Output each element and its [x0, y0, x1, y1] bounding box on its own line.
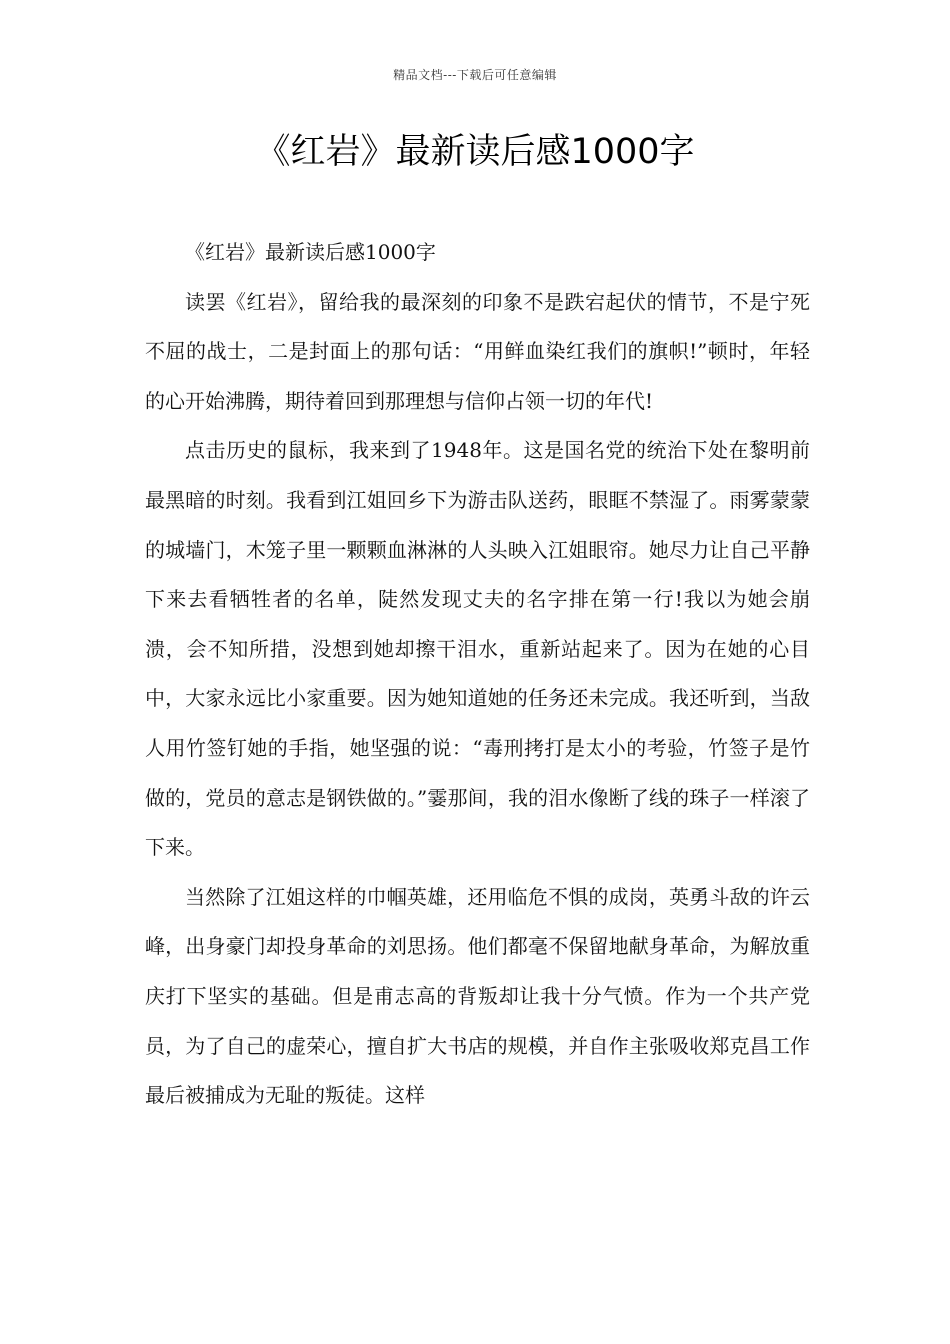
paragraph: 读罢《红岩》，留给我的最深刻的印象不是跌宕起伏的情节，不是宁死不屈的战士，二是封面上的那句话：“用鲜血染红我们的旗帜!”顿时，年轻的心开始沸腾，期待着回到那理想与信仰占领一切的年代!	[145, 289, 810, 413]
paragraph: 当然除了江姐这样的巾帼英雄，还用临危不惧的成岗，英勇斗敌的许云峰，出身豪门却投身革命的刘思扬。他们都毫不保留地献身革命，为解放重庆打下坚实的基础。但是甫志高的背叛却让我十分气愤。作为一个共产党员，为了自己的虚荣心，擅自扩大书店的规模，并自作主张吸收郑克昌工作最后被捕成为无耻的叛徒。这样	[145, 884, 810, 1108]
paragraph: 点击历史的鼠标，我来到了1948年。这是国名党的统治下处在黎明前最黑暗的时刻。我看到江姐回乡下为游击队送药，眼眶不禁湿了。雨雾蒙蒙的城墙门，木笼子里一颗颗血淋淋的人头映入江姐眼帘。她尽力让自己平静下来去看牺牲者的名单，陡然发现丈夫的名字排在第一行!我以为她会崩溃，会不知所措，没想到她却擦干泪水，重新站起来了。因为在她的心目中，大家永远比小家重要。因为她知道她的任务还未完成。我还听到，当敌人用竹签钉她的手指，她坚强的说：“毒刑拷打是太小的考验，竹签子是竹做的，党员的意志是钢铁做的。”霎那间，我的泪水像断了线的珠子一样滚了下来。	[145, 438, 810, 860]
header-note: 精品文档---下载后可任意编辑	[393, 68, 557, 82]
document-title: 《红岩》最新读后感1000字	[255, 132, 695, 172]
paragraph-subtitle: 《红岩》最新读后感1000字	[185, 240, 436, 264]
document-body	[145, 228, 810, 1121]
